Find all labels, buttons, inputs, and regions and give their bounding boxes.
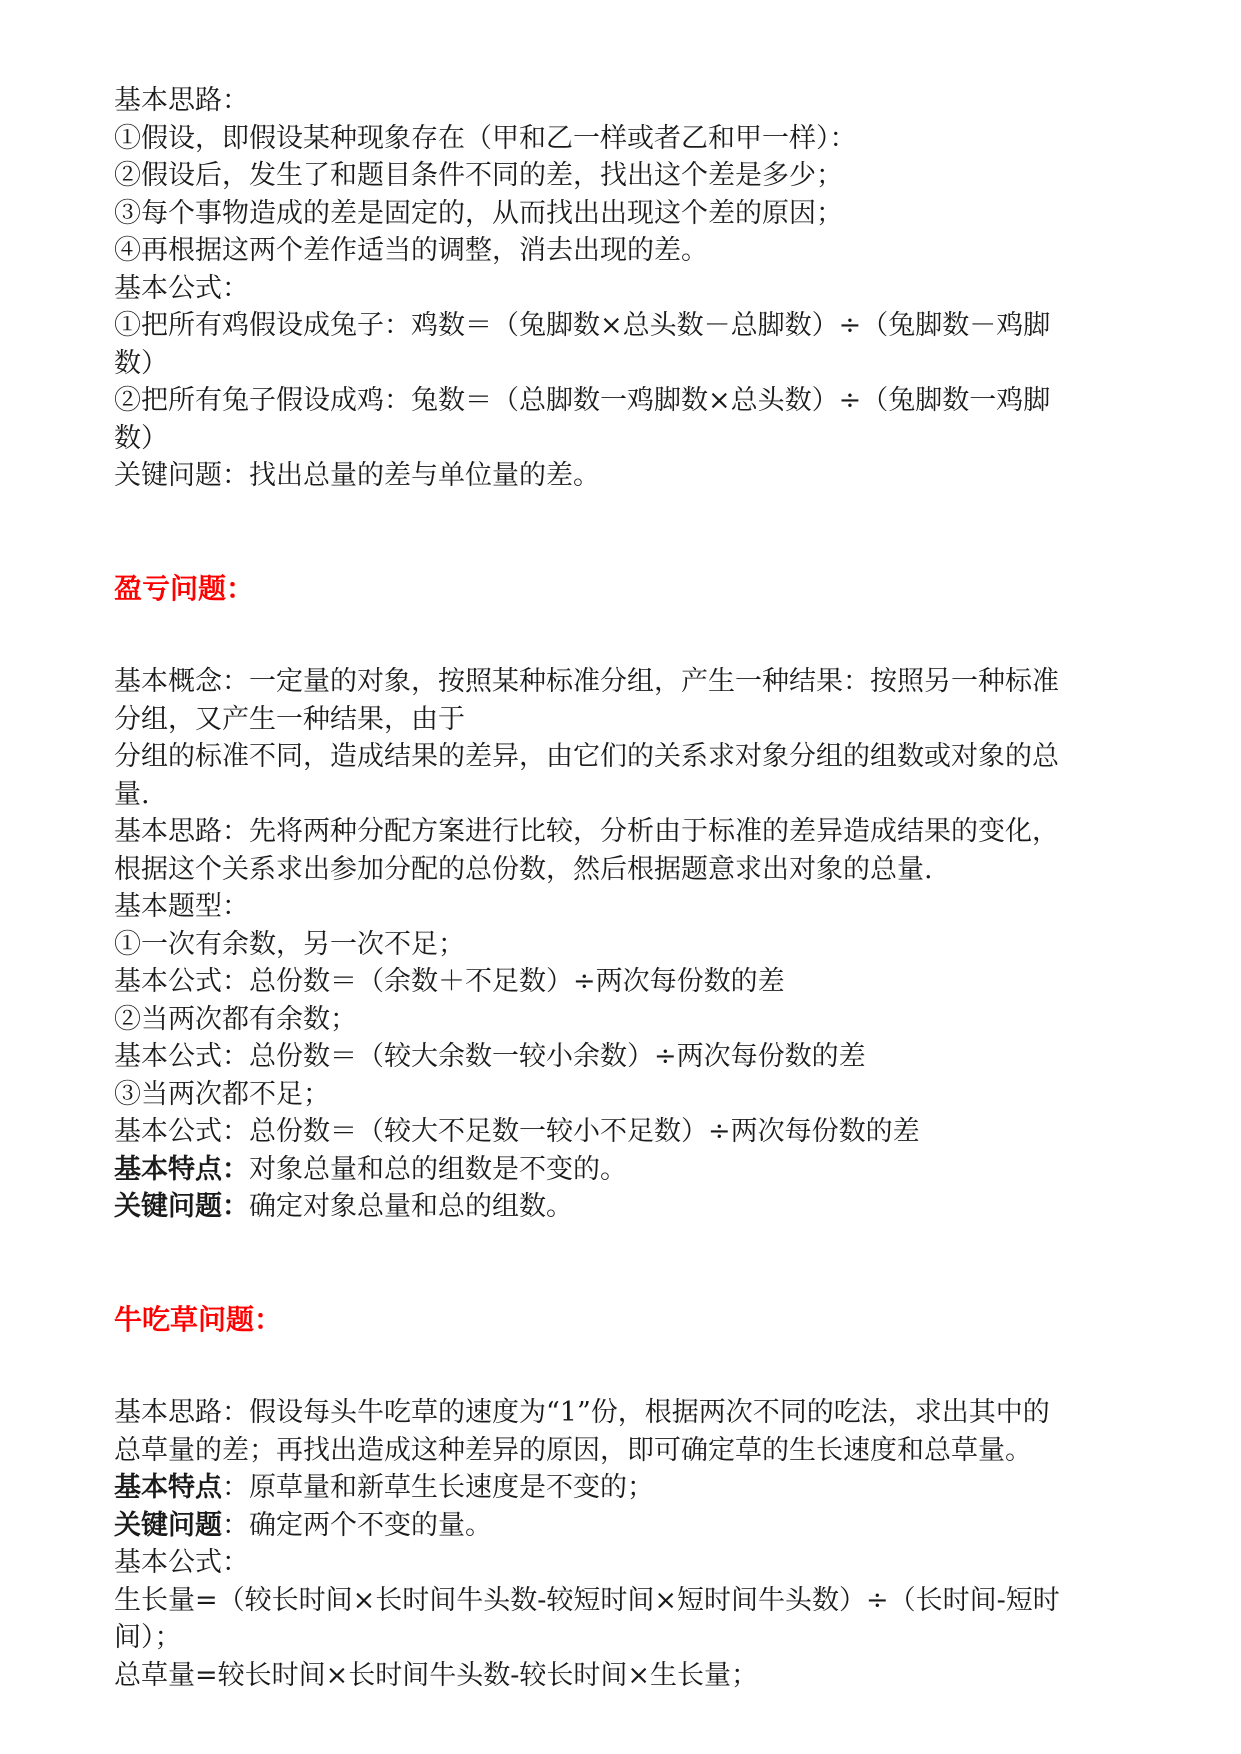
feature-line [114,1151,1134,1189]
key-text: ：确定两个不变的量。 [222,1509,492,1541]
feature-label: 基本特点 [114,1472,222,1503]
feature-label: 基本特点： [114,1153,249,1185]
text-line: 基本公式： [114,272,249,304]
section-cow-grass [114,1301,1134,1695]
text-line: ③每个事物造成的差是固定的，从而找出出现这个差的原因； [114,197,843,229]
section-heading: 盈亏问题： [114,571,255,605]
text-line: ③当两次都不足； [114,1078,330,1110]
text-line: 分组的标准不同，造成结果的差异，由它们的关系求对象分组的组数或对象的总 [114,741,1059,772]
text-line: 基本公式：总份数＝（较大不足数一较小不足数）÷两次每份数的差 [114,1116,920,1147]
text-line: 总草量的差；再找出造成这种差异的原因，即可确定草的生长速度和总草量。 [114,1434,1032,1466]
text-line: 生长量=（较长时间×长时间牛头数-较短时间×短时间牛头数）÷（长时间-短时 [114,1584,1060,1616]
text-line: 根据这个关系求出参加分配的总份数，然后根据题意求出对象的总量. [114,853,933,885]
text-line: 基本思路：假设每头牛吃草的速度为“1”份，根据两次不同的吃法，求出其中的 [114,1397,1050,1428]
text-line: 基本公式： [114,1547,249,1578]
text-line: 数） [114,347,168,379]
feature-text: ：原草量和新草生长速度是不变的； [222,1472,654,1503]
key-label: 关键问题： [114,1191,249,1222]
key-text: 确定对象总量和总的组数。 [249,1191,573,1222]
section-chicken-rabbit [114,82,1134,495]
text-line: 基本概念：一定量的对象，按照某种标准分组，产生一种结果：按照另一种标准 [114,666,1059,697]
text-line: ④再根据这两个差作适当的调整，消去出现的差。 [114,235,708,266]
text-line: 分组，又产生一种结果，由于 [114,703,465,735]
text-line: 总草量=较长时间×长时间牛头数-较长时间×生长量； [114,1659,758,1691]
text-line: 间）； [114,1622,182,1653]
key-label: 关键问题 [114,1509,222,1541]
text-line: 基本思路：先将两种分配方案进行比较，分析由于标准的差异造成结果的变化， [114,816,1059,847]
text-line: ①把所有鸡假设成兔子：鸡数＝（兔脚数×总头数－总脚数）÷（兔脚数－鸡脚 [114,310,1051,341]
text-line: 基本题型： [114,891,249,922]
key-line [114,1507,1134,1545]
text-line: ②当两次都有余数； [114,1003,357,1035]
text-line: 数） [114,422,168,454]
feature-line [114,1469,1134,1507]
text-line: ①一次有余数，另一次不足； [114,928,465,960]
document-page [114,82,1134,1694]
text-line: 量. [114,778,150,810]
section-heading: 牛吃草问题： [114,1302,283,1336]
section-surplus-deficit [114,570,1134,1226]
text-line: 基本思路： [114,85,249,116]
text-line: ②假设后，发生了和题目条件不同的差，找出这个差是多少； [114,160,843,191]
text-line: ②把所有兔子假设成鸡：兔数＝（总脚数一鸡脚数×总头数）÷（兔脚数一鸡脚 [114,385,1051,416]
feature-text: 对象总量和总的组数是不变的。 [249,1153,627,1185]
text-line: 关键问题：找出总量的差与单位量的差。 [114,460,600,491]
text-line: 基本公式：总份数＝（余数＋不足数）÷两次每份数的差 [114,966,785,997]
text-line: ①假设，即假设某种现象存在（甲和乙一样或者乙和甲一样）： [114,122,857,154]
text-line: 基本公式：总份数＝（较大余数一较小余数）÷两次每份数的差 [114,1041,866,1072]
key-line [114,1188,1134,1226]
